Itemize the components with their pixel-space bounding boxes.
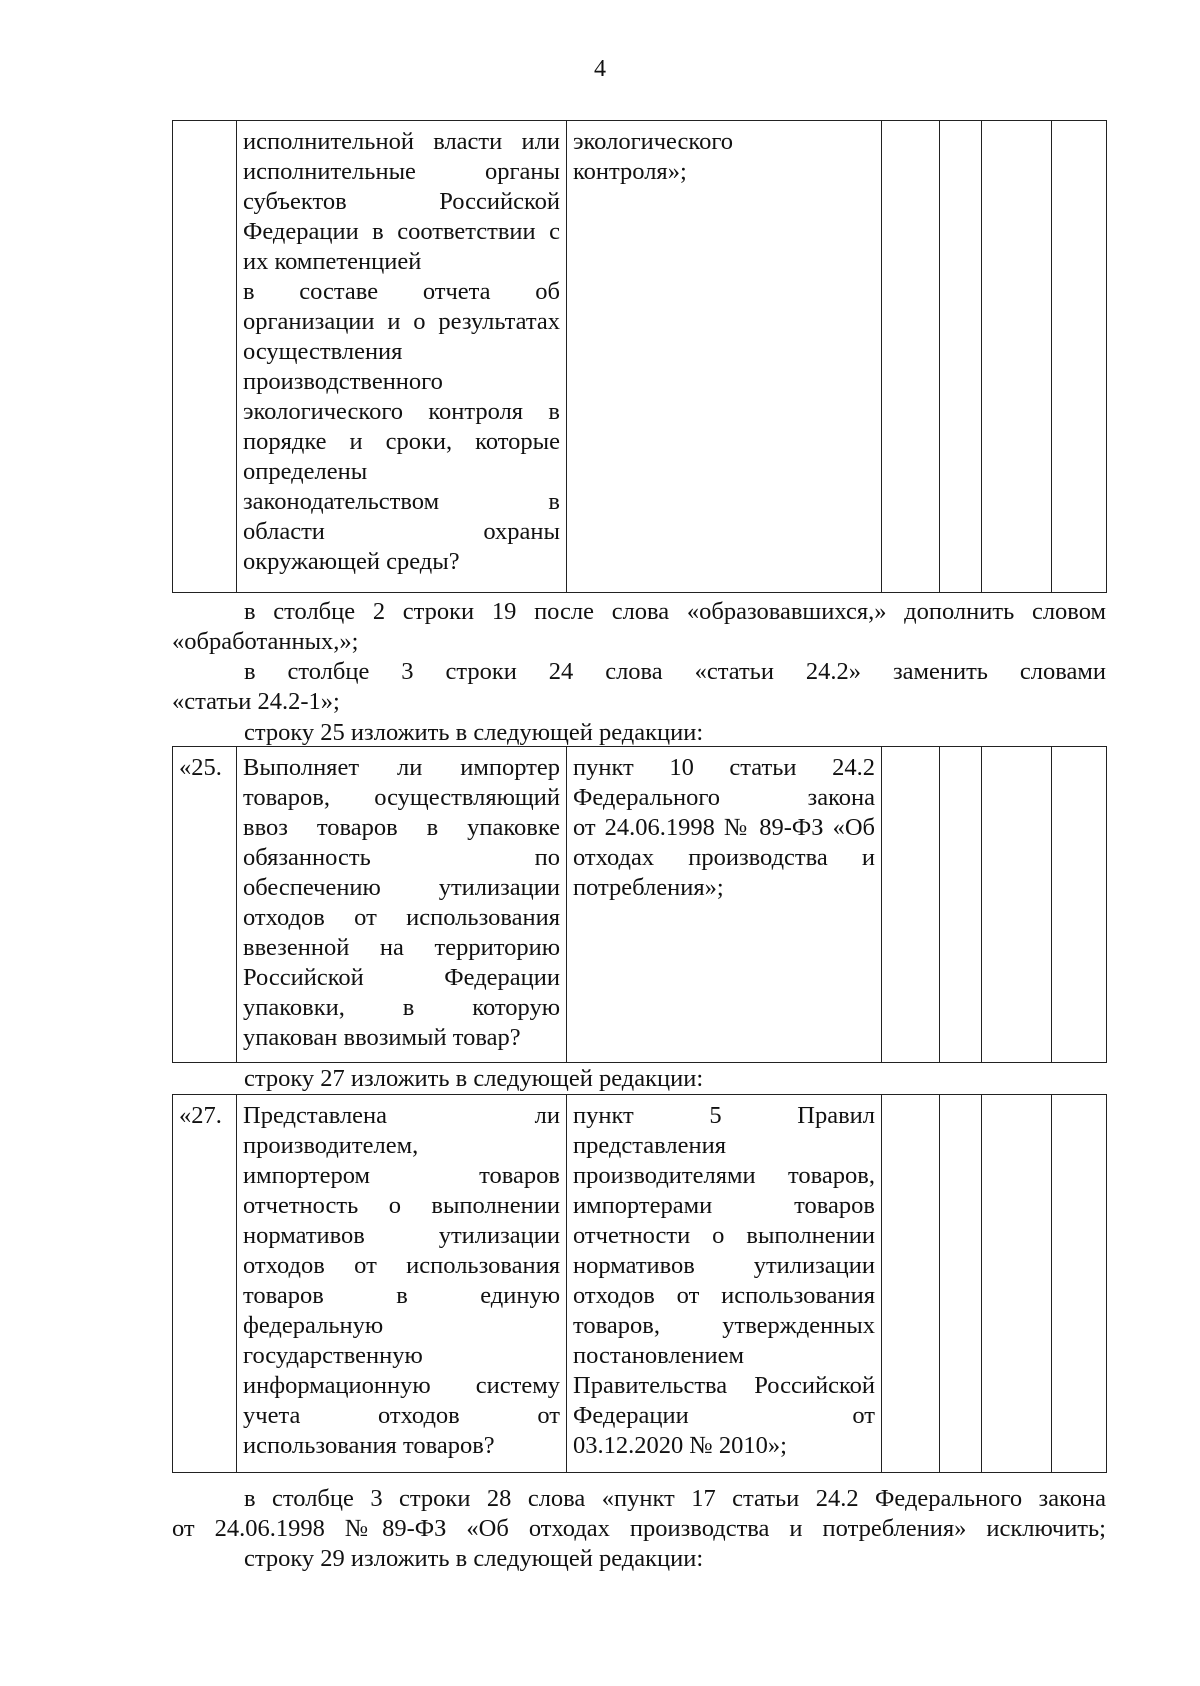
cell-empty	[982, 1095, 1052, 1473]
cell-line: потребления»;	[573, 874, 724, 901]
page-number: 4	[594, 56, 606, 82]
row29-header: строку 29 изложить в следующей редакции:	[244, 1545, 704, 1572]
cell-question	[237, 121, 567, 593]
cell-empty	[882, 1095, 940, 1473]
table-row-25	[172, 746, 1107, 1063]
cell-line: от 24.06.1998 № 89-ФЗ «Об	[573, 814, 875, 841]
cell-line: информационную систему	[243, 1372, 560, 1399]
cell-line: нормативов утилизации	[573, 1252, 875, 1279]
cell-question	[237, 1095, 567, 1473]
cell-line: в составе отчета об	[243, 278, 560, 305]
cell-line: контроля»;	[573, 158, 687, 185]
cell-line: пункт 5 Правил	[573, 1102, 875, 1129]
cell-line: производителем,	[243, 1132, 419, 1159]
cell-line: определены	[243, 458, 368, 485]
cell-line: товаров, утвержденных	[573, 1312, 875, 1339]
cell-empty	[982, 747, 1052, 1063]
cell-line: федеральную	[243, 1312, 384, 1339]
cell-line: импортером товаров	[243, 1162, 560, 1189]
basis-lines	[573, 753, 875, 903]
table-row	[173, 1095, 1107, 1473]
cell-empty	[940, 747, 982, 1063]
cell-line: отчетности о выполнении	[573, 1222, 875, 1249]
cell-legal-basis	[567, 1095, 882, 1473]
cell-empty	[1052, 747, 1107, 1063]
cell-legal-basis	[567, 121, 882, 593]
cell-line: упаковки, в которую	[243, 994, 560, 1021]
cell-question	[237, 747, 567, 1063]
paragraph-column3-row28	[172, 1484, 1106, 1544]
question-lines	[243, 753, 560, 1053]
paragraph-line: «обработанных,»;	[172, 628, 359, 655]
basis-lines	[573, 127, 875, 187]
cell-line: производителями товаров,	[573, 1162, 875, 1189]
cell-line: производственного	[243, 368, 443, 395]
cell-line: ввоз товаров в упаковке	[243, 814, 560, 841]
cell-line: учета отходов от	[243, 1402, 560, 1429]
question-lines	[243, 1101, 560, 1461]
row25-header: строку 25 изложить в следующей редакции:	[244, 719, 704, 746]
cell-line: нормативов утилизации	[243, 1222, 560, 1249]
cell-line: Российской Федерации	[243, 964, 560, 991]
cell-line: использования товаров?	[243, 1432, 495, 1459]
basis-lines	[573, 1101, 875, 1461]
cell-line: товаров в единую	[243, 1282, 560, 1309]
cell-line: импортерами товаров	[573, 1192, 875, 1219]
cell-line: отходов от использования	[243, 1252, 560, 1279]
paragraph-column3-row24	[172, 657, 1106, 717]
cell-line: Федерации в соответствии с	[243, 218, 560, 245]
cell-line: ввезенной на территорию	[243, 934, 560, 961]
cell-line: постановлением	[573, 1342, 745, 1369]
cell-line: окружающей среды?	[243, 548, 460, 575]
cell-line: Представлена ли	[243, 1102, 560, 1129]
cell-line: их компетенцией	[243, 248, 422, 275]
cell-line: отходов от использования	[243, 904, 560, 931]
cell-line: экологического	[573, 128, 734, 155]
table-row	[173, 747, 1107, 1063]
cell-empty	[940, 1095, 982, 1473]
cell-empty	[882, 121, 940, 593]
cell-empty	[1052, 1095, 1107, 1473]
cell-line: Выполняет ли импортер	[243, 754, 560, 781]
cell-line: отходов от использования	[573, 1282, 875, 1309]
cell-line: Федерации от	[573, 1402, 875, 1429]
cell-line: исполнительной власти или	[243, 128, 560, 155]
cell-line: области охраны	[243, 518, 560, 545]
cell-legal-basis	[567, 747, 882, 1063]
cell-line: обеспечению утилизации	[243, 874, 560, 901]
paragraph-line: от 24.06.1998 №89-ФЗ «Об отходах производства и потребления» исключить;	[172, 1515, 1106, 1542]
table-row	[173, 121, 1107, 593]
cell-line: отчетность о выполнении	[243, 1192, 560, 1219]
cell-empty	[982, 121, 1052, 593]
cell-number: «25.	[173, 747, 237, 1063]
cell-line: государственную	[243, 1342, 423, 1369]
cell-empty	[1052, 121, 1107, 593]
cell-line: осуществления	[243, 338, 403, 365]
cell-line: законодательством в	[243, 488, 560, 515]
cell-number	[173, 121, 237, 593]
cell-empty	[882, 747, 940, 1063]
cell-line: упакован ввозимый товар?	[243, 1024, 521, 1051]
paragraph-line: в столбце 3 строки 24 слова «статьи 24.2» заменить словами	[244, 658, 1106, 685]
paragraph-column2-row19	[172, 597, 1106, 657]
cell-line: Федерального закона	[573, 784, 875, 811]
cell-line: порядке и сроки, которые	[243, 428, 560, 455]
cell-number: «27.	[173, 1095, 237, 1473]
cell-line: представления	[573, 1132, 726, 1159]
cell-line: экологического контроля в	[243, 398, 560, 425]
row27-header: строку 27 изложить в следующей редакции:	[244, 1065, 704, 1092]
cell-line: Правительства Российской	[573, 1372, 875, 1399]
cell-line: субъектов Российской	[243, 188, 560, 215]
cell-line: 03.12.2020 № 2010»;	[573, 1432, 787, 1459]
paragraph-line: «статьи 24.2-1»;	[172, 688, 340, 715]
cell-line: отходах производства и	[573, 844, 875, 871]
cell-line: исполнительные органы	[243, 158, 560, 185]
paragraph-line: в столбце 2 строки 19 после слова «образовавшихся,» дополнить словом	[244, 598, 1106, 625]
cell-line: пункт 10 статьи 24.2	[573, 754, 875, 781]
table-row-27	[172, 1094, 1107, 1473]
cell-empty	[940, 121, 982, 593]
paragraph-line: в столбце 3 строки 28 слова «пункт 17 статьи 24.2 Федерального закона	[244, 1485, 1106, 1512]
cell-line: организации и о результатах	[243, 308, 560, 335]
question-lines	[243, 127, 560, 577]
cell-line: обязанность по	[243, 844, 560, 871]
table-continuation	[172, 120, 1107, 593]
cell-line: товаров, осуществляющий	[243, 784, 560, 811]
